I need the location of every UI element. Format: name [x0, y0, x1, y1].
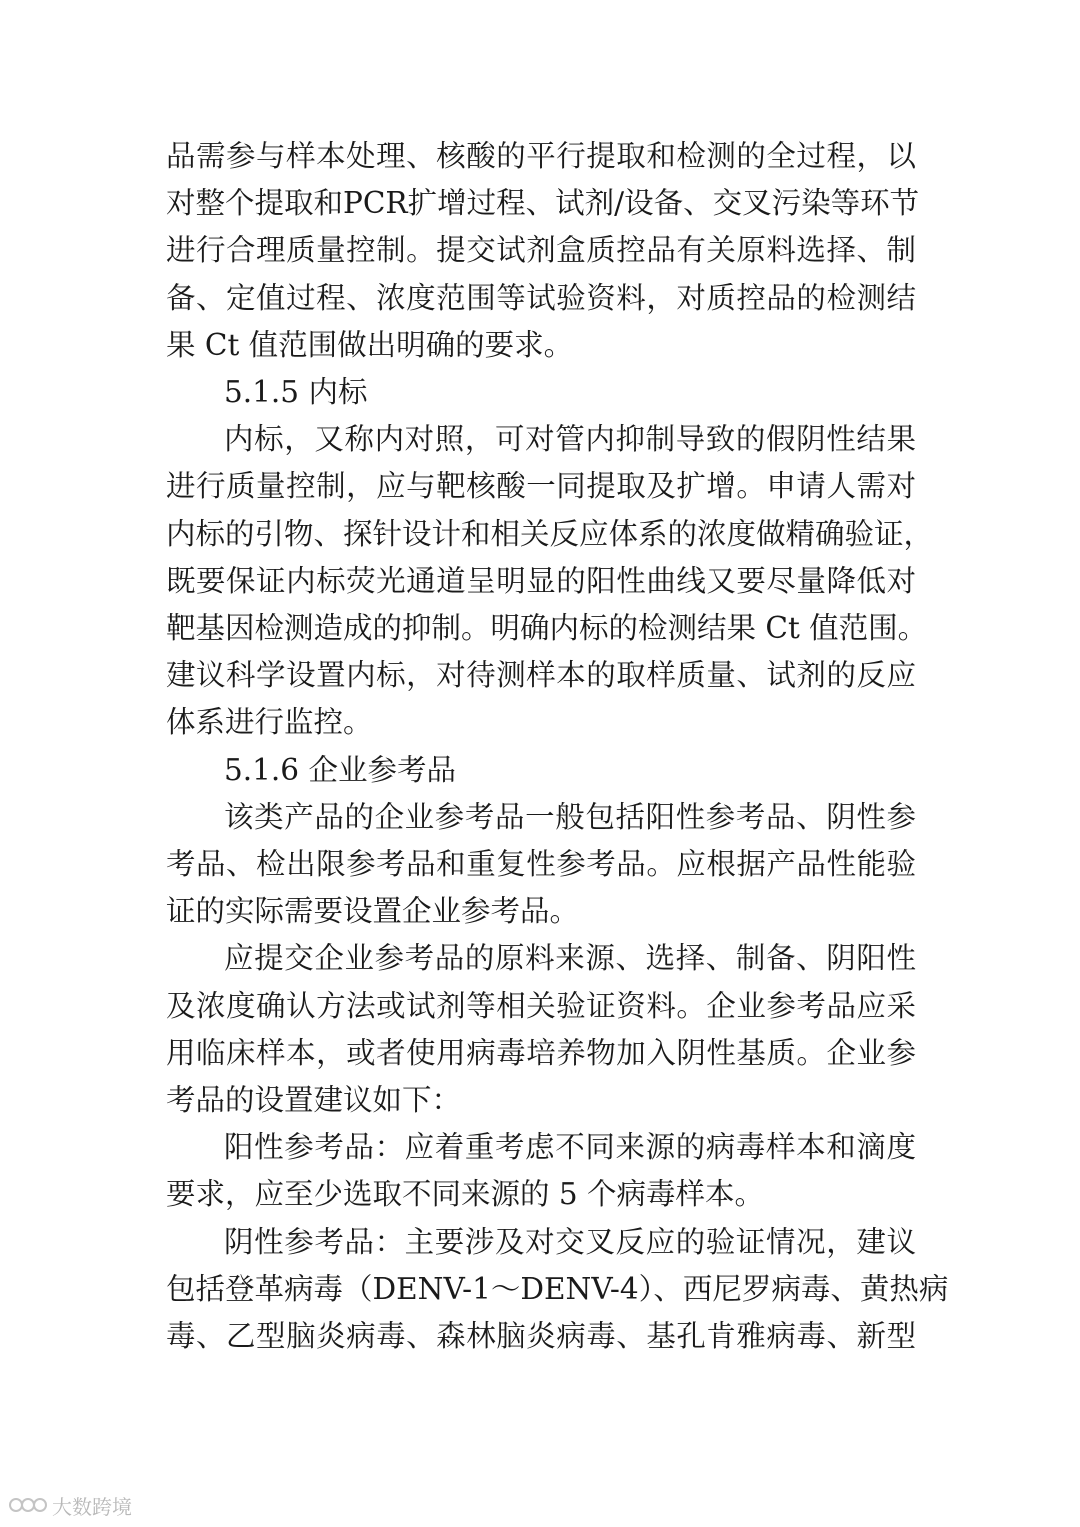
- text-line: 靶基因检测造成的抑制。明确内标的检测结果 Ct 值范围。: [166, 611, 928, 645]
- text-line: 及浓度确认方法或试剂等相关验证资料。企业参考品应采: [166, 988, 916, 1023]
- text-line: 阳性参考品：应着重考虑不同来源的病毒样本和滴度: [224, 1130, 916, 1165]
- text-line: 进行质量控制，应与靶核酸一同提取及扩增。申请人需对: [166, 469, 916, 504]
- text-line: 毒、乙型脑炎病毒、森林脑炎病毒、基孔肯雅病毒、新型: [166, 1319, 916, 1353]
- text-line: 5.1.5 内标: [224, 375, 368, 409]
- watermark-text: 大数跨境: [52, 1494, 132, 1519]
- text-line: 果 Ct 值范围做出明确的要求。: [166, 327, 574, 362]
- text-line: 品需参与样本处理、核酸的平行提取和检测的全过程，以: [166, 139, 916, 173]
- text-line: 对整个提取和PCR扩增过程、试剂/设备、交叉污染等环节: [166, 186, 920, 221]
- text-line: 内标的引物、探针设计和相关反应体系的浓度做精确验证，: [166, 516, 934, 551]
- watermark: [8, 1492, 132, 1518]
- text-line: 既要保证内标荧光通道呈明显的阳性曲线又要尽量降低对: [166, 563, 916, 598]
- text-line: 阴性参考品：主要涉及对交叉反应的验证情况，建议: [224, 1224, 916, 1259]
- text-line: 备、定值过程、浓度范围等试验资料，对质控品的检测结: [166, 280, 916, 315]
- text-line: 证的实际需要设置企业参考品。: [166, 894, 580, 929]
- text-line: 进行合理质量控制。提交试剂盒质控品有关原料选择、制: [166, 233, 916, 268]
- text-line: 内标，又称内对照，可对管内抑制导致的假阴性结果: [224, 422, 916, 457]
- text-line: 建议科学设置内标，对待测样本的取样质量、试剂的反应: [166, 658, 916, 693]
- text-line: 包括登革病毒（DENV-1～DENV-4）、西尼罗病毒、黄热病: [166, 1271, 949, 1306]
- text-line: 考品、检出限参考品和重复性参考品。应根据产品性能验: [166, 847, 916, 881]
- text-line: 要求，应至少选取不同来源的 5 个病毒样本。: [166, 1177, 765, 1212]
- text-line: 应提交企业参考品的原料来源、选择、制备、阴阳性: [224, 941, 916, 976]
- text-line: 体系进行监控。: [166, 705, 373, 740]
- text-line: 考品的设置建议如下：: [166, 1083, 462, 1117]
- brand-logo-icon: [8, 1493, 48, 1517]
- text-line: 用临床样本，或者使用病毒培养物加入阴性基质。企业参: [166, 1035, 916, 1070]
- text-line: 该类产品的企业参考品一般包括阳性参考品、阴性参: [224, 799, 916, 834]
- text-line: 5.1.6 企业参考品: [224, 752, 456, 787]
